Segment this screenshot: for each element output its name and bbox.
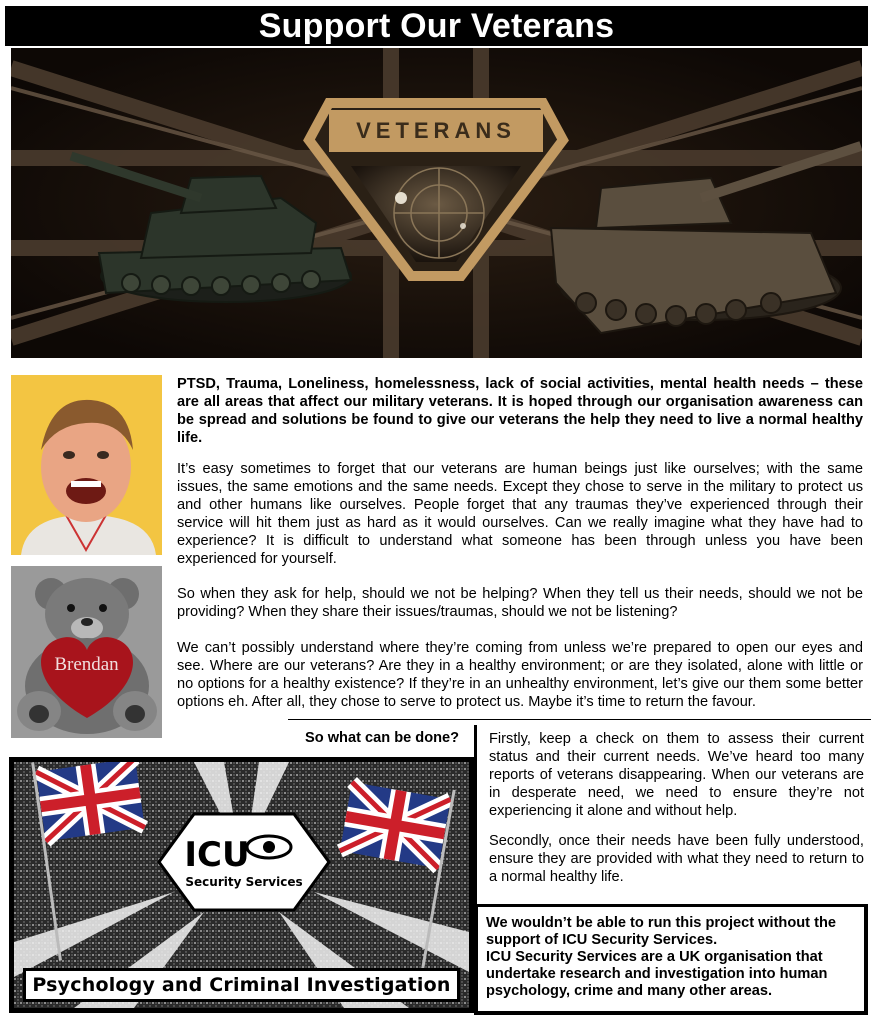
solution-paragraph-2: Secondly, once their needs have been fully understood, ensure they are provided with what they need to return to a normal healthy life. bbox=[489, 833, 864, 885]
support-line-1: We wouldn’t be able to run this project without the support of ICU Security Services. bbox=[486, 915, 836, 948]
icu-caption: Psychology and Criminal Investigation bbox=[23, 968, 460, 1002]
icu-logo-sub: Security Services bbox=[185, 875, 303, 889]
body-paragraph-3: We can’t possibly understand where they’re coming from unless we’re prepared to open our eyes and see. Where are our veterans? Are they in a healthy environment; or are they isolated, alone with little or no options for a healthy existence? If they’re in an unhealthy environment, let’s give our them some better options eh. After all, they chose to serve to protect us. Maybe it’s time to return the favour. bbox=[177, 640, 863, 710]
support-line-2: ICU Security Services are a UK organisation that undertake research and investigation into human psychology, crime and many other areas. bbox=[486, 949, 828, 999]
frame-line-vertical bbox=[474, 725, 477, 907]
body-paragraph-1: It’s easy sometimes to forget that our veterans are human beings just like ourselves; with the same issues, the same emotions and the same needs. Except they chose to serve in the military to protect us and other humans like ourselves. People forget that any traumas they’ve experienced through their service will hit them just as hard as it would ourselves. Can we really imagine what they have had to experience? It is difficult to understand what someone has been through unless you have been experienced for yourself. bbox=[177, 461, 863, 567]
page-title: Support Our Veterans bbox=[258, 6, 615, 45]
icu-logo-main: ICU bbox=[184, 835, 250, 875]
intro-paragraph: PTSD, Trauma, Loneliness, homelessness, lack of social activities, mental health needs – these are all areas that affect our military veterans. It is hoped through our organisation awareness can be spread and solutions be found to give our veterans the help they need to live a normal healthy life. bbox=[177, 376, 863, 446]
section-heading: So what can be done? bbox=[305, 730, 460, 746]
man-photo bbox=[11, 375, 162, 555]
badge-text: VETERANS bbox=[356, 118, 516, 143]
bear-heart-label: Brendan bbox=[54, 654, 119, 675]
solution-paragraph-1: Firstly, keep a check on them to assess their current status and their current needs. We’ve heard too many reports of veterans disappearing. When our veterans are in desperate need, we need to ensure they’re not experiencing it alone and without help. bbox=[489, 731, 864, 819]
support-box bbox=[474, 907, 868, 1015]
title-bar bbox=[5, 6, 868, 46]
teddy-bear-photo bbox=[11, 566, 162, 738]
icu-graphic bbox=[9, 757, 474, 1013]
body-paragraph-2: So when they ask for help, should we not be helping? When they tell us their needs, should we not be providing? When they share their issues/traumas, should we not be listening? bbox=[177, 586, 863, 620]
veterans-banner bbox=[11, 48, 862, 358]
banner-illustration bbox=[11, 48, 862, 358]
section-divider bbox=[288, 719, 871, 720]
